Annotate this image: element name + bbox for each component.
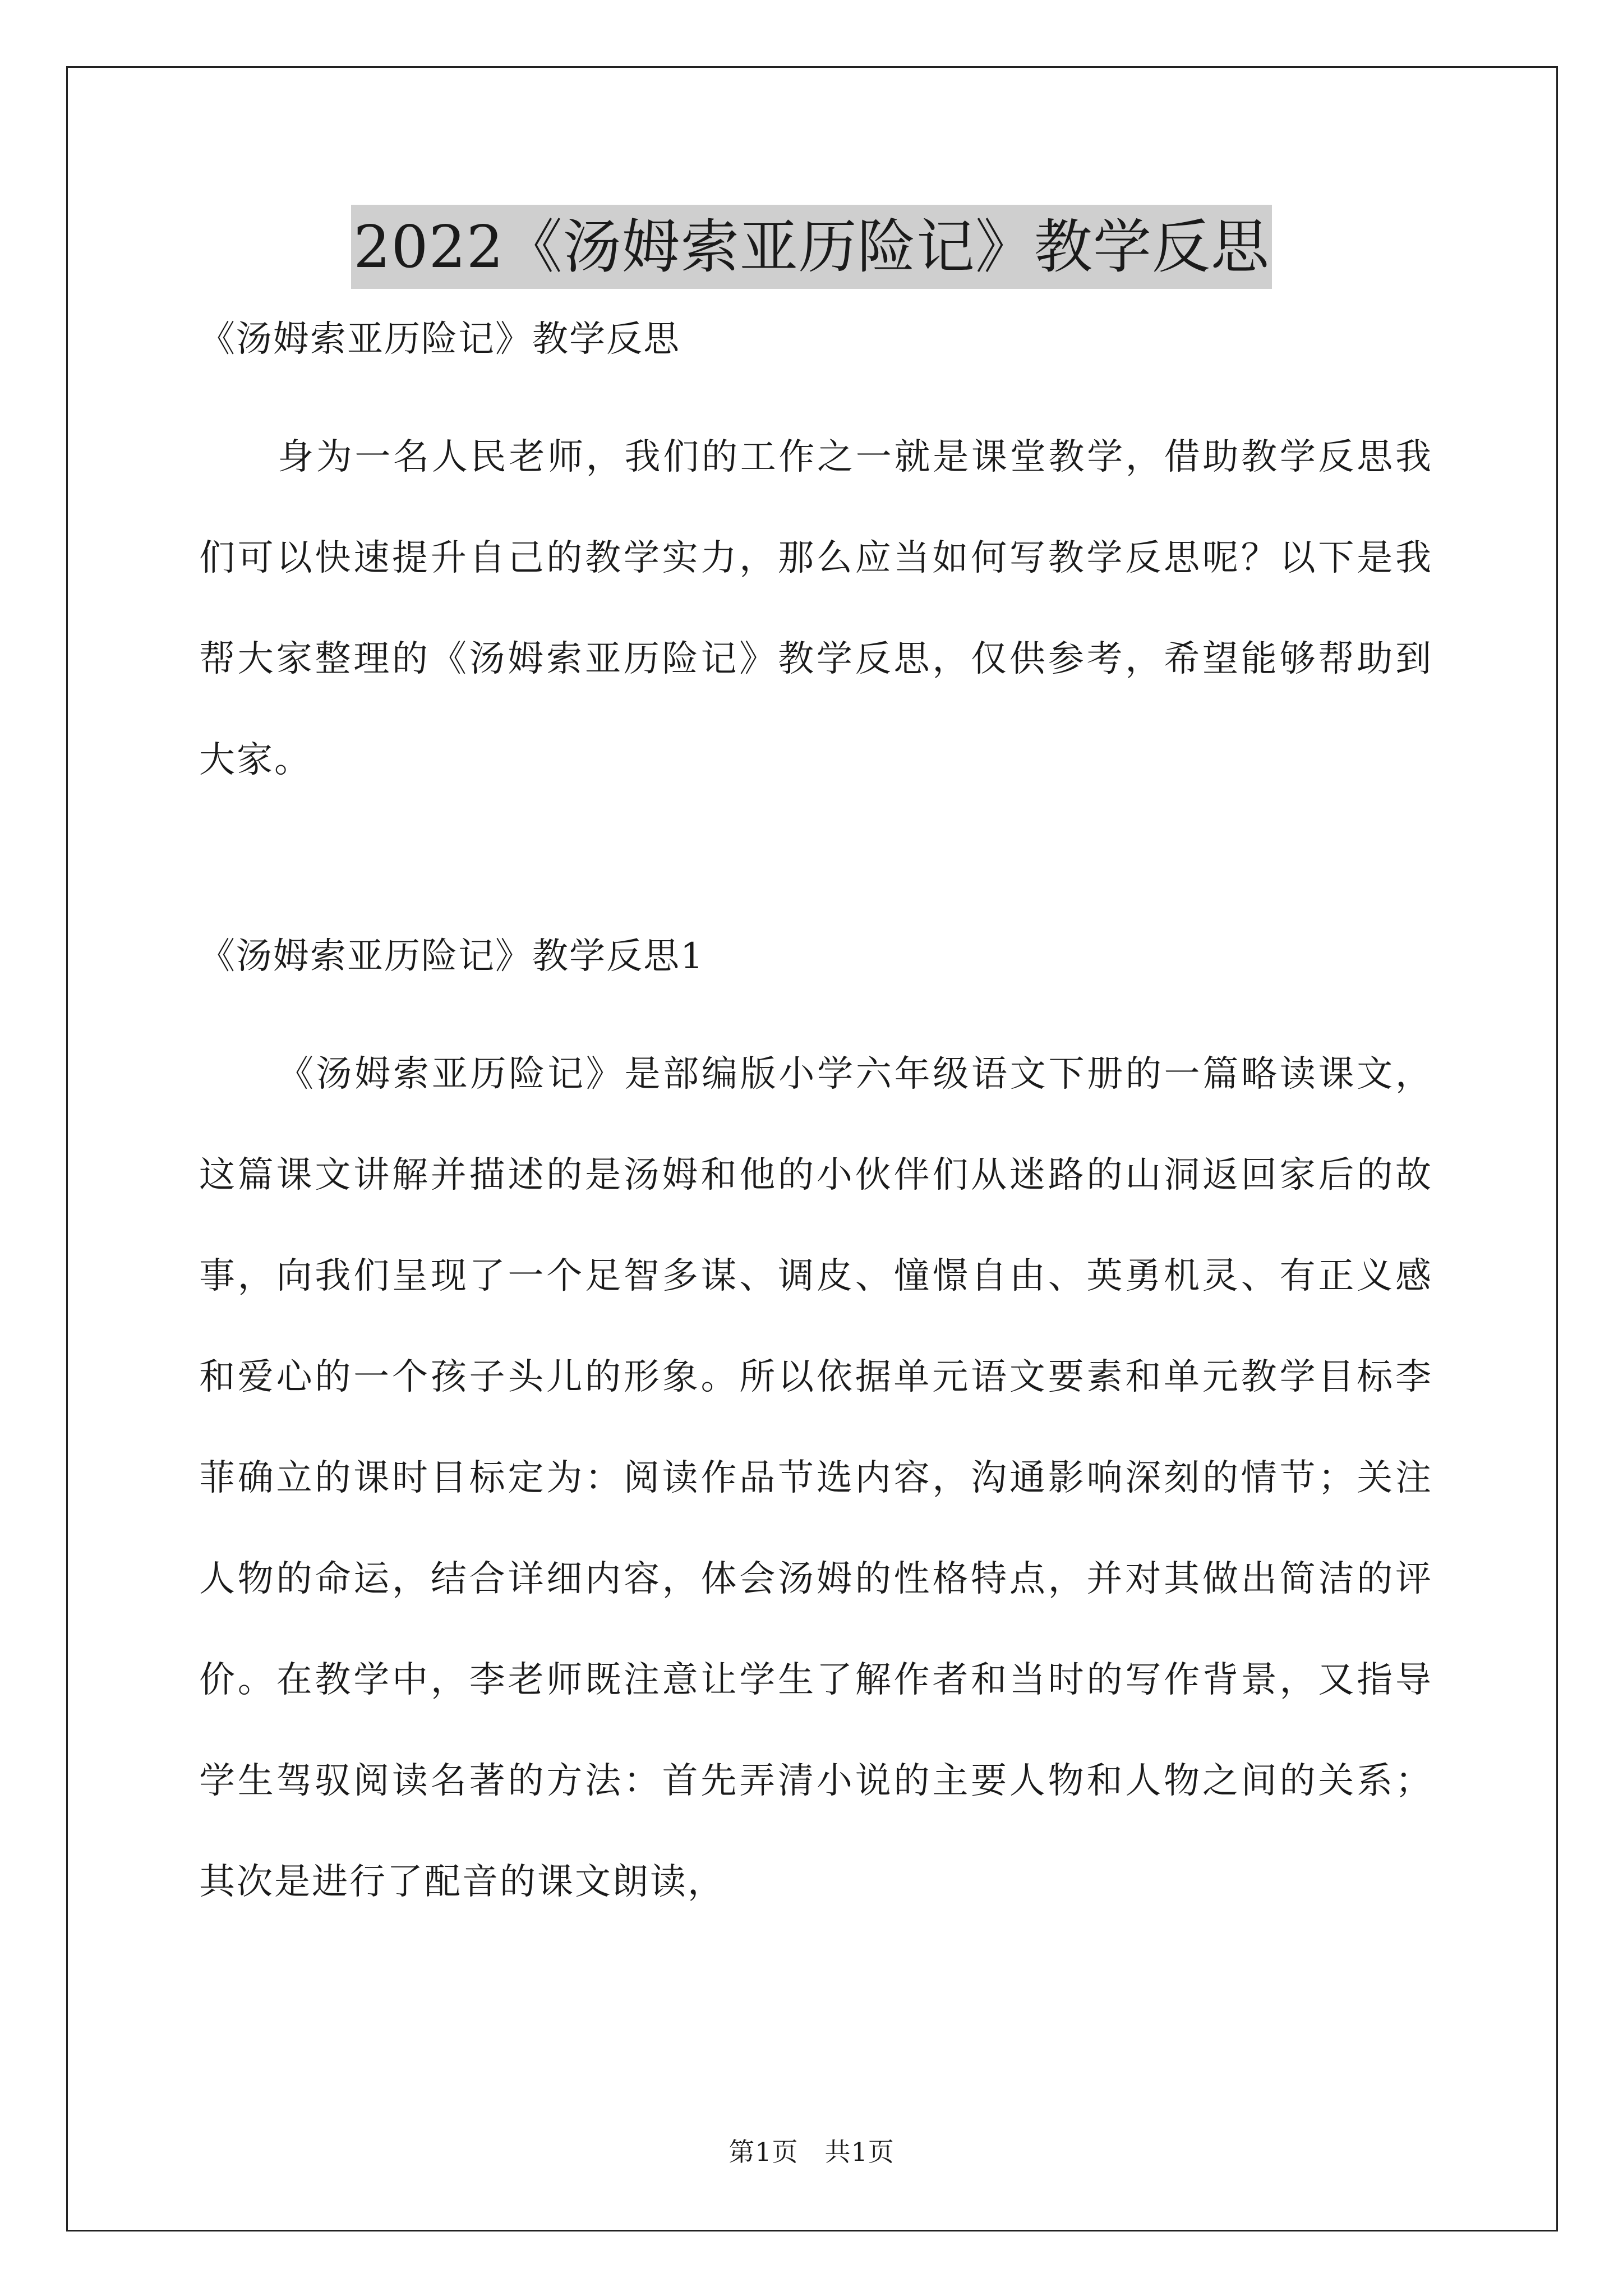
document-subtitle: 《汤姆索亚历险记》教学反思 <box>199 319 680 360</box>
spacer <box>199 373 1433 407</box>
document-title: 2022《汤姆索亚历险记》教学反思 <box>351 205 1272 289</box>
spacer <box>199 990 1433 1024</box>
intro-paragraph: 身为一名人民老师，我们的工作之一就是课堂教学，借助教学反思我们可以快速提升自己的教学实力，那么应当如何写教学反思呢？以下是我帮大家整理的《汤姆索亚历险记》教学反思，仅供参考，希望能够帮助到大家。 <box>199 436 1433 781</box>
spacer <box>199 811 1433 923</box>
section-paragraph: 《汤姆索亚历险记》是部编版小学六年级语文下册的一篇略读课文，这篇课文讲解并描述的是汤姆和他的小伙伴们从迷路的山洞返回家后的故事，向我们呈现了一个足智多谋、调皮、憧憬自由、英勇机灵、有正义感和爱心的一个孩子头儿的形象。所以依据单元语文要素和单元教学目标李菲确立的课时目标定为：阅读作品节选内容，沟通影响深刻的情节；关注人物的命运，结合详细内容，体会汤姆的性格特点，并对其做出简洁的评价。在教学中，李老师既注意让学生了解作者和当时的写作背景，又指导学生驾驭阅读名著的方法：首先弄清小说的主要人物和人物之间的关系；其次是进行了配音的课文朗读， <box>199 1053 1433 1903</box>
title-container <box>0 205 1623 289</box>
page-footer: 第1页 共1页 <box>728 2137 895 2167</box>
document-body <box>199 306 1433 1932</box>
section-heading: 《汤姆索亚历险记》教学反思1 <box>199 936 704 977</box>
